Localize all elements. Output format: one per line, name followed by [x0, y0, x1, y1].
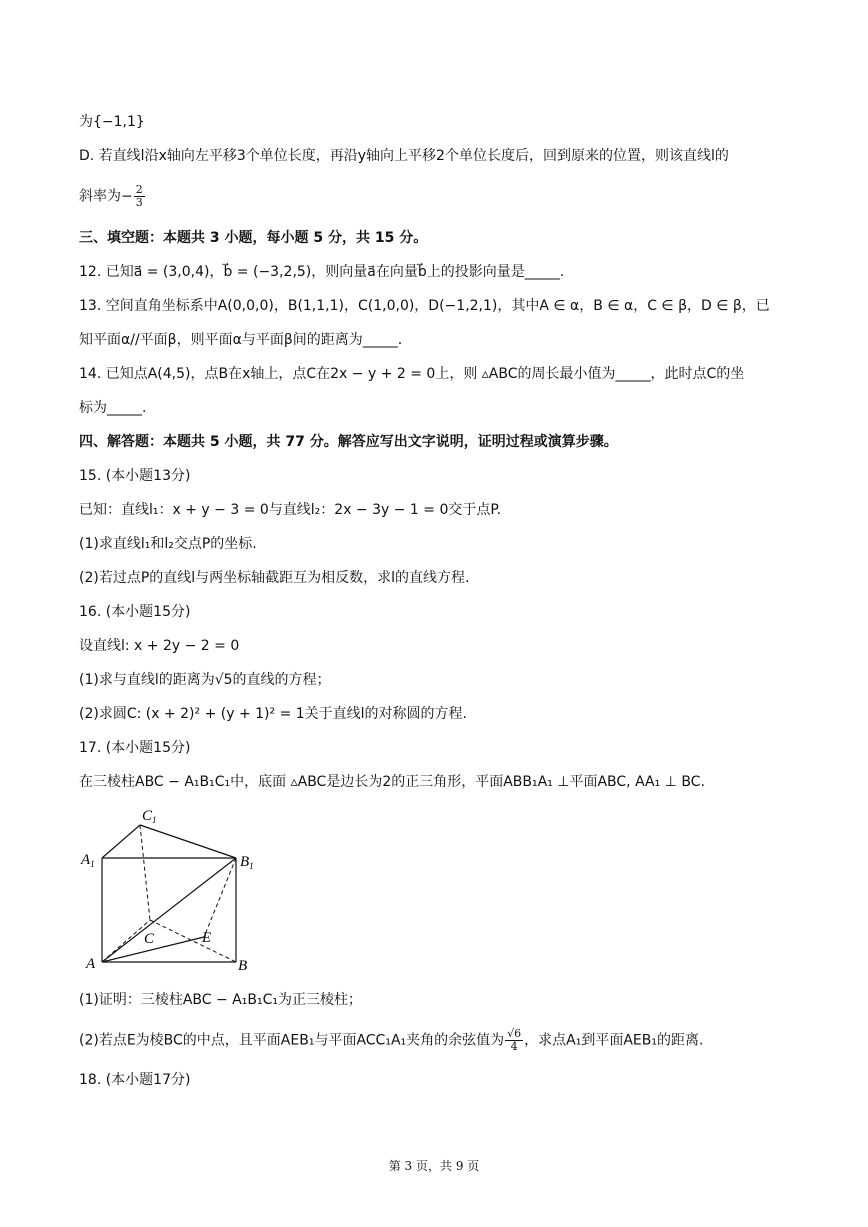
question-17-part2: (2)若点E为棱BC的中点，且平面AEB₁与平面ACC₁A₁夹角的余弦值为 $\frac{√6}{4}$ ，求点A₁到平面AEB₁的距离. [79, 1027, 704, 1053]
label-C1: $C_1$ [142, 808, 157, 825]
question-15-part2: (2)若过点P的直线l与两坐标轴截距互为相反数，求l的直线方程. [79, 570, 470, 586]
label-B: B [238, 958, 248, 974]
question-17-stem: 在三棱柱ABC − A₁B₁C₁中，底面 ▵ABC是边长为2的正三角形，平面ABB₁A₁ ⊥平面ABC, AA₁ ⊥ BC. [79, 774, 705, 790]
question-16-part1: (1)求与直线l的距离为√5的直线的方程； [79, 672, 331, 688]
cosine-fraction: $\frac{√6}{4}$ [507, 1027, 522, 1053]
question-15-title: 15. (本小题13分) [79, 468, 191, 484]
question-16-stem: 设直线l: x + 2y − 2 = 0 [79, 638, 240, 654]
question-16-part2: (2)求圆C: (x + 2)² + (y + 1)² = 1关于直线l的对称圆的方程. [79, 706, 468, 722]
label-A: A [86, 956, 96, 972]
label-B1: $B_1$ [240, 854, 254, 871]
option-d: D. 若直线l沿x轴向左平移3个单位长度，再沿y轴向上平移2个单位长度后，回到原来的位置，则该直线l的 [79, 148, 729, 164]
question-13-line1: 13. 空间直角坐标系中A(0,0,0)，B(1,1,1)，C(1,0,0)，D(−1,2,1)，其中A ∈ α，B ∈ α，C ∈ β，D ∈ β，已 [79, 298, 770, 314]
label-E: E [202, 930, 212, 946]
slope-text: 斜率为− [79, 188, 133, 205]
question-14-line1: 14. 已知点A(4,5)，点B在x轴上，点C在2x − y + 2 = 0上，则 ▵ABC的周长最小值为_____，此时点C的坐 [79, 366, 745, 382]
slope-fraction: $\frac{2}{3}$ [135, 183, 143, 209]
label-C: C [144, 931, 155, 947]
question-17-part1: (1)证明：三棱柱ABC − A₁B₁C₁为正三棱柱； [79, 992, 362, 1008]
label-A1: $A_1$ [81, 852, 95, 869]
section-3-heading: 三、填空题：本题共 3 小题，每小题 5 分，共 15 分。 [79, 230, 428, 246]
question-15-part1: (1)求直线l₁和l₂交点P的坐标. [79, 536, 257, 552]
question-13-line2: 知平面α//平面β，则平面α与平面β间的距离为_____. [79, 332, 403, 348]
line-prev-answer: 为{−1,1} [79, 114, 145, 130]
question-14-line2: 标为_____. [79, 400, 147, 416]
page-footer: 第 3 页，共 9 页 [388, 1159, 480, 1173]
section-4-heading: 四、解答题：本题共 5 小题，共 77 分。解答应写出文字说明，证明过程或演算步骤。 [79, 434, 618, 450]
question-16-title: 16. (本小题15分) [79, 604, 191, 620]
prism-figure [78, 800, 268, 980]
question-15-stem: 已知：直线l₁：x + y − 3 = 0与直线l₂：2x − 3y − 1 = 0交于点P. [79, 502, 502, 518]
question-17-title: 17. (本小题15分) [79, 740, 191, 756]
question-18-title: 18. (本小题17分) [79, 1072, 191, 1088]
option-d-cont [79, 184, 146, 209]
question-12: 12. 已知a⃗ = (3,0,4)，b⃗ = (−3,2,5)，则向量a⃗在向量b⃗上的投影向量是_____. [79, 264, 565, 280]
